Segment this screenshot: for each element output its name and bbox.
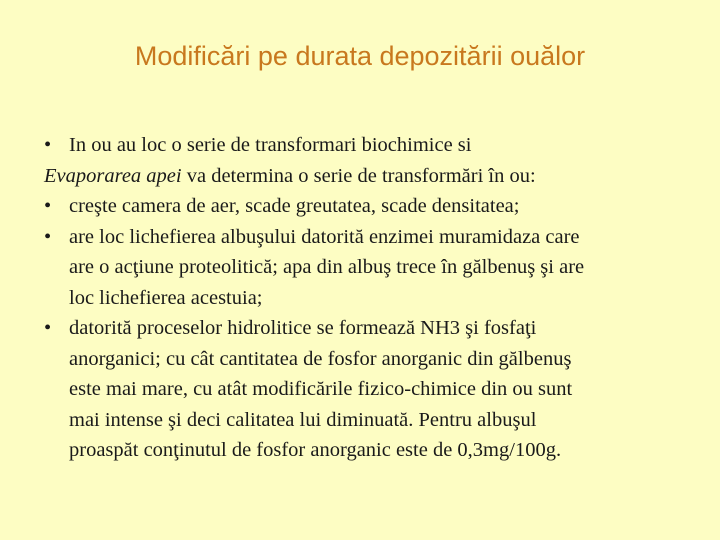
list-item-text: mai intense şi deci calitatea lui diminuată. Pentru albuşul: [69, 408, 537, 431]
slide-body: [44, 130, 704, 466]
list-item-text: are o acţiune proteolitică; apa din albuş trece în gălbenuş şi are: [69, 256, 585, 278]
list-item-text: loc lichefierea acestuia;: [69, 286, 263, 309]
bullet-icon: •: [44, 317, 52, 339]
list-item-text: anorganici; cu cât cantitatea de fosfor anorganic din gălbenuş: [69, 347, 572, 370]
list-item: [44, 222, 704, 253]
list-item: [44, 191, 704, 222]
slide-title: Modificări pe durata depozitării ouălor: [134, 41, 586, 71]
bullet-icon: •: [44, 134, 52, 156]
emphasis-text: Evaporarea apei: [44, 164, 182, 187]
list-item-text: In ou au loc o serie de transformari biochimice si: [69, 134, 472, 156]
list-item-continuation: [44, 252, 704, 283]
list-item-continuation: [44, 283, 704, 314]
paragraph-text: va determina o serie de transformări în ou:: [181, 164, 536, 187]
bullet-icon: •: [44, 195, 52, 217]
list-item-text: datorită proceselor hidrolitice se formează NH3 şi fosfaţi: [69, 317, 537, 339]
paragraph-line: [44, 161, 704, 192]
list-item-text: creşte camera de aer, scade greutatea, scade densitatea;: [69, 195, 520, 217]
list-item-continuation: [44, 435, 704, 466]
list-item-text: este mai mare, cu atât modificările fizico-chimice din ou sunt: [69, 378, 573, 400]
list-item-continuation: [44, 405, 704, 436]
bullet-icon: •: [44, 225, 52, 248]
list-item: [44, 130, 704, 161]
list-item-text: proaspăt conţinutul de fosfor anorganic este de 0,3mg/100g.: [69, 439, 562, 461]
list-item: [44, 313, 704, 344]
list-item-continuation: [44, 344, 704, 375]
list-item-text: are loc lichefierea albuşului datorită enzimei muramidaza care: [69, 225, 580, 248]
list-item-continuation: [44, 374, 704, 405]
